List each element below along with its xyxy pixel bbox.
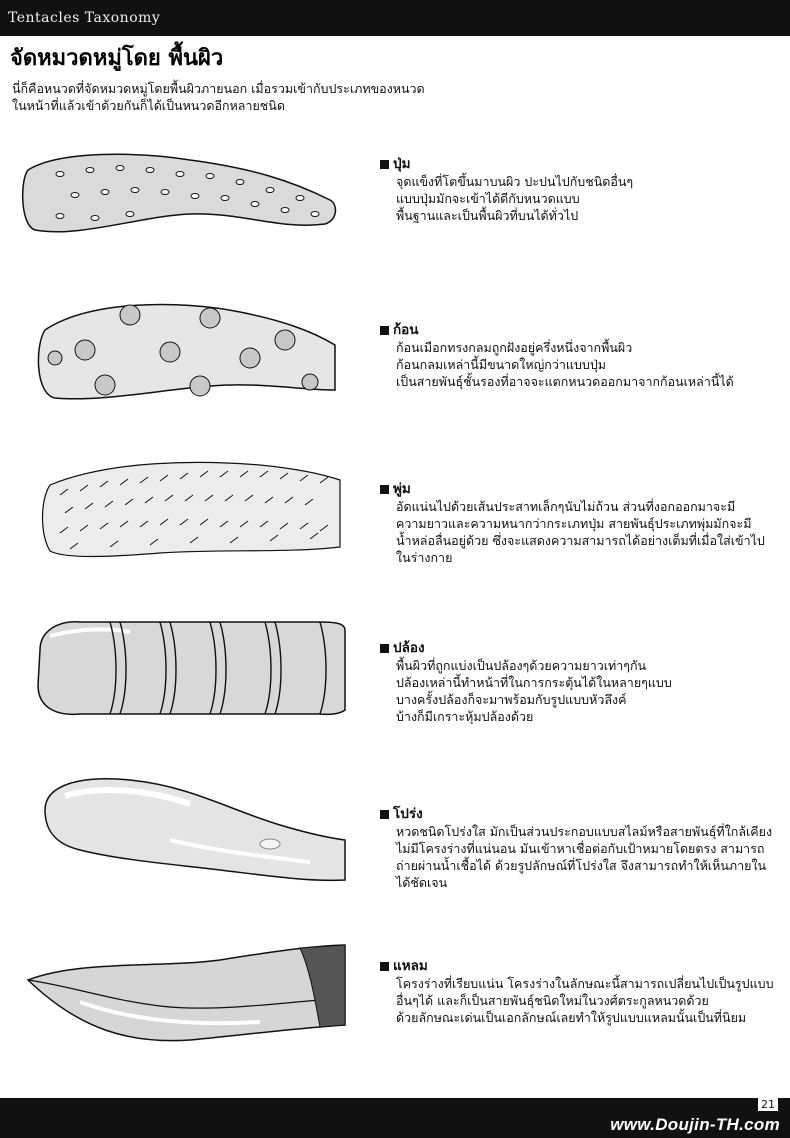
section-line: อื่นๆได้ และก็เป็นสายพันธุ์ชนิดใหม่ในวงศ์ตระกูลหนวดด้วย: [396, 993, 709, 1008]
section-heading: ปล้อง: [393, 640, 425, 656]
intro-line: นี่ก็คือหนวดที่จัดหมวดหมู่โดยพื้นผิวภายนอก เมื่อรวมเข้ากับประเภทของหนวด: [12, 81, 425, 96]
section-line: บางครั้งปล้องก็จะมาพร้อมกับรูปแบบหัวลึงค์: [396, 692, 627, 707]
section-line: เป็นสายพันธุ์ชั้นรองที่อาจจะแตกหนวดออกมาจากก้อนเหล่านี้ได้: [396, 374, 734, 389]
section-heading: ก้อน: [393, 322, 419, 338]
section-heading: ปุ่ม: [393, 156, 411, 172]
section-line: แบบปุ่มมักจะเข้าได้ดีกับหนวดแบบ: [396, 191, 580, 206]
section-heading: แหลม: [393, 958, 428, 974]
bullet-square-icon: [380, 644, 389, 653]
section-heading: โปร่ง: [393, 806, 423, 822]
section-line: จุดแข็งที่โตขึ้นมาบนผิว ปะปนไปกับชนิดอื่นๆ: [396, 174, 634, 189]
section-line: ปล้องเหล่านี้ทำหน้าที่ในการกระตุ้นได้ในหลายๆแบบ: [396, 675, 672, 690]
page-title: จัดหมวดหมู่โดย พื้นผิว: [10, 46, 224, 71]
section-line: ก้อนเมือกทรงกลมถูกฝังอยู่ครึ่งหนึ่งจากพื้นผิว: [396, 340, 633, 355]
section-line: ไม่มีโครงร่างที่แน่นอน มันเข้าหาเชื่อต่อกับเป้าหมายโดยตรง สามารถ: [396, 841, 765, 856]
section-bumps: [0, 140, 790, 250]
ball-tentacle-illustration: [20, 290, 350, 410]
bullet-square-icon: [380, 810, 389, 819]
section-line: ถ่ายผ่านน้ำเชื้อได้ ด้วยรูปลักษณ์ที่โปร่งใส จึงสามารถทำให้เห็นภายใน: [396, 858, 767, 873]
section-line: ด้วยลักษณะเด่นเป็นเอกลักษณ์เลยทำให้รูปแบบแหลมนั้นเป็นที่นิยม: [396, 1010, 747, 1025]
section-bristles: [0, 455, 790, 575]
section-text: [380, 156, 785, 224]
section-line: ก้อนกลมเหล่านี้มีขนาดใหญ่กว่าแบบปุ่ม: [396, 357, 606, 372]
intro-paragraph: [12, 80, 782, 114]
pointed-tentacle-illustration: [20, 930, 350, 1050]
top-bar: [0, 0, 790, 36]
section-line: น้ำหล่อลื่นอยู่ด้วย ซึ่งจะแสดงความสามารถได้อย่างเต็มที่เมื่อใส่เข้าไป: [396, 533, 765, 548]
section-line: อัดแน่นไปด้วยเส้นประสาทเล็กๆนับไม่ถ้วน ส่วนที่งอกออกมาจะมี: [396, 499, 736, 514]
section-balls: [0, 290, 790, 420]
bullet-square-icon: [380, 160, 389, 169]
section-line: พื้นผิวที่ถูกแบ่งเป็นปล้องๆด้วยความยาวเท่าๆกัน: [396, 658, 647, 673]
series-title: Tentacles Taxonomy: [8, 10, 161, 26]
section-line: ความยาวและความหนากว่ากระเภทปุ่ม สายพันธุ์ประเภทพุ่มมักจะมี: [396, 516, 752, 531]
bullet-square-icon: [380, 962, 389, 971]
section-line: ได้ชัดเจน: [396, 875, 448, 890]
section-line: หวดชนิดโปร่งใส มักเป็นส่วนประกอบแบบสไลม์หรือสายพันธุ์ที่ใกล้เคียง: [396, 824, 773, 839]
section-transparent: [0, 770, 790, 900]
transparent-tentacle-illustration: [20, 770, 350, 890]
section-pointed: [0, 930, 790, 1060]
section-line: ในร่างกาย: [396, 550, 453, 565]
section-segmented: [0, 610, 790, 740]
section-text: [380, 640, 785, 725]
section-line: พื้นฐานและเป็นพื้นผิวที่บนได้ทั่วไป: [396, 208, 579, 223]
section-text: [380, 958, 785, 1026]
segmented-tentacle-illustration: [20, 610, 350, 730]
bullet-square-icon: [380, 326, 389, 335]
bristle-tentacle-illustration: [20, 455, 350, 565]
section-heading: พู่ม: [393, 481, 411, 497]
section-line: โครงร่างที่เรียบแน่น โครงร่างในลักษณะนี้สามารถเปลี่ยนไปเป็นรูปแบบ: [396, 976, 774, 991]
section-text: [380, 481, 785, 566]
watermark: www.Doujin-TH.com: [610, 1115, 780, 1134]
section-text: [380, 322, 785, 390]
intro-line: ในหน้าที่แล้วเข้าด้วยกันก็ได้เป็นหนวดอีกหลายชนิด: [12, 98, 285, 113]
section-text: [380, 806, 785, 891]
bumpy-tentacle-illustration: [20, 140, 350, 240]
page-number: 21: [758, 1098, 778, 1111]
bullet-square-icon: [380, 485, 389, 494]
section-line: บ้างก็มีเกราะหุ้มปล้องด้วย: [396, 709, 534, 724]
